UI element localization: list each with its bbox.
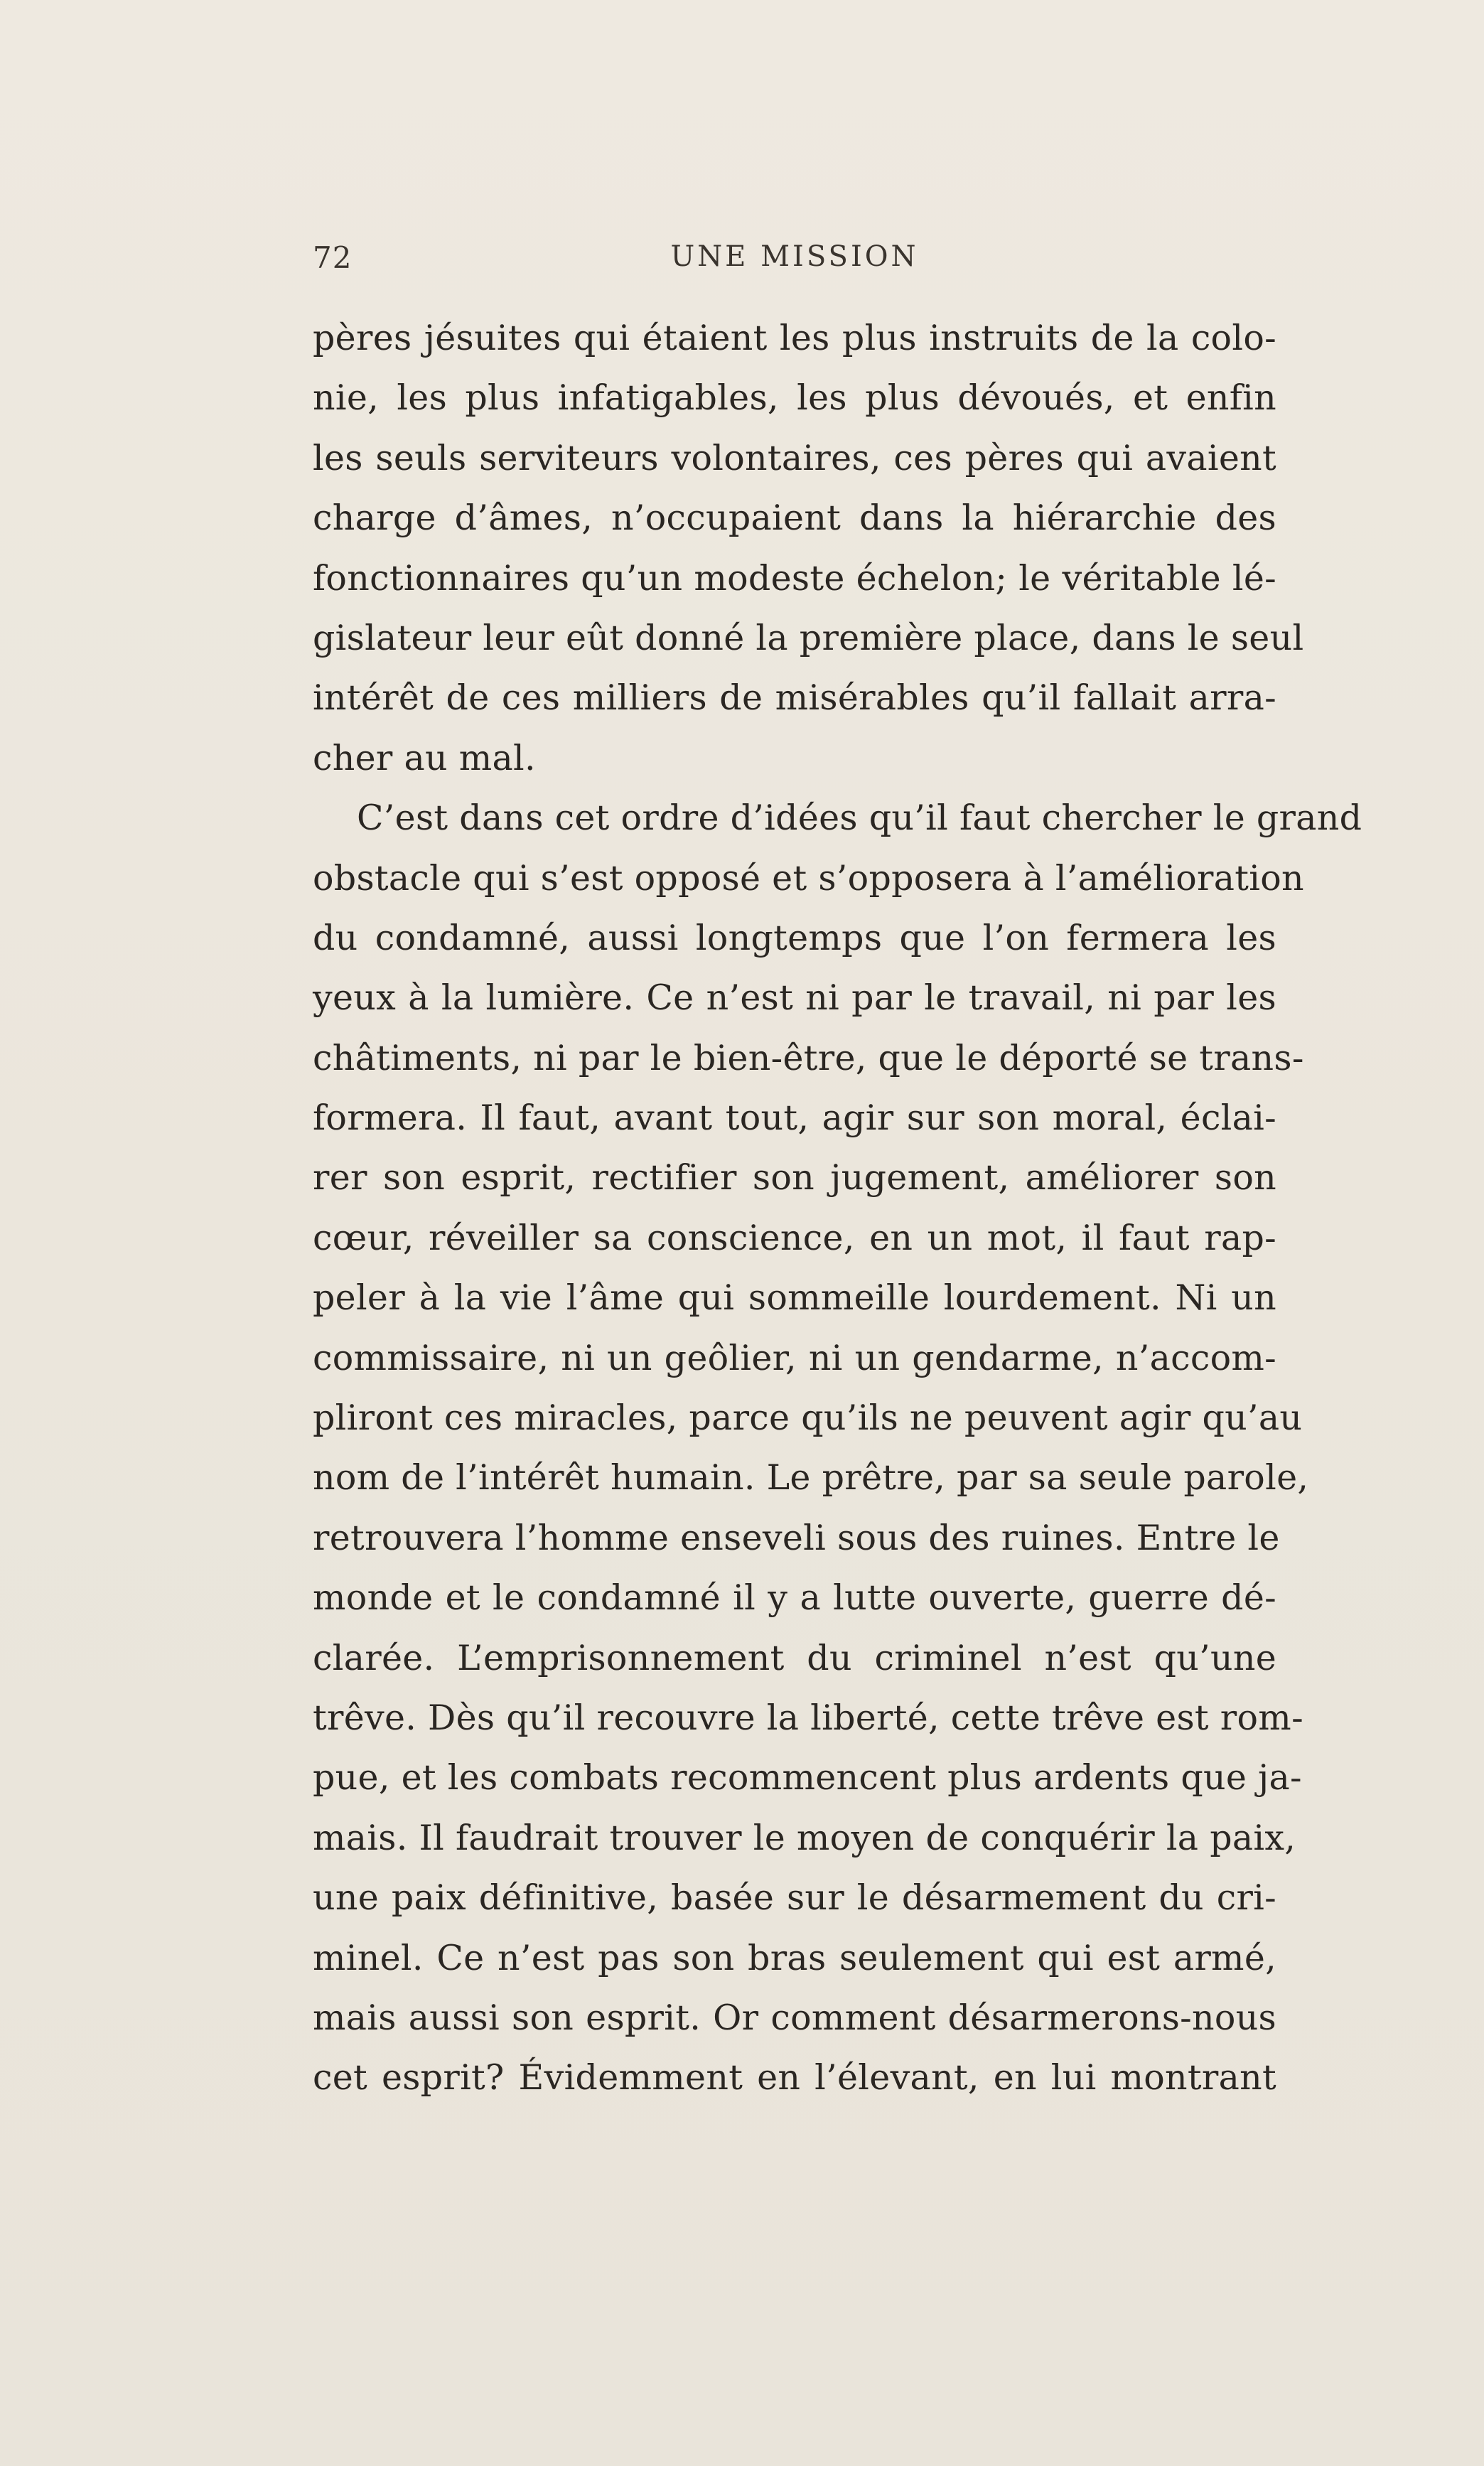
text-line: pue, et les combats recommencent plus ardents que ja- <box>313 1757 1302 1798</box>
text-line: minel. Ce n’est pas son bras seulement qui est armé, <box>313 1937 1276 1978</box>
text-line: cher au mal. <box>313 737 536 778</box>
text-line: formera. Il faut, avant tout, agir sur son moral, éclai- <box>313 1098 1276 1139</box>
text-line: gislateur leur eût donné la première place, dans le seul <box>313 617 1304 658</box>
text-line: cœur, réveiller sa conscience, en un mot, il faut rap- <box>313 1217 1276 1258</box>
text-line: intérêt de ces milliers de misérables qu’il fallait arra- <box>313 677 1276 719</box>
text-line: fonctionnaires qu’un modeste échelon; le véritable lé- <box>313 557 1276 599</box>
text-line: du condamné, aussi longtemps que l’on fermera les <box>313 917 1276 958</box>
text-line: nie, les plus infatigables, les plus dévoués, et enfin <box>313 377 1276 419</box>
page-number: 72 <box>313 240 353 275</box>
text-line: mais. Il faudrait trouver le moyen de conquérir la paix, <box>313 1817 1296 1858</box>
text-line: nom de l’intérêt humain. Le prêtre, par sa seule parole, <box>313 1457 1309 1499</box>
text-line: charge d’âmes, n’occupaient dans la hiérarchie des <box>313 498 1276 539</box>
text-line: monde et le condamné il y a lutte ouverte, guerre dé- <box>313 1577 1276 1619</box>
running-head: UNE MISSION <box>670 240 919 273</box>
text-line: pères jésuites qui étaient les plus instruits de la colo- <box>313 318 1276 358</box>
text-line: clarée. L’emprisonnement du criminel n’est qu’une <box>313 1637 1276 1678</box>
page-header <box>313 240 1276 290</box>
text-line: peler à la vie l’âme qui sommeille lourdement. Ni un <box>313 1277 1276 1319</box>
text-line: trêve. Dès qu’il recouvre la liberté, cette trêve est rom- <box>313 1697 1303 1738</box>
text-line: rer son esprit, rectifier son jugement, améliorer son <box>313 1157 1276 1199</box>
text-line: obstacle qui s’est opposé et s’opposera à l’amélioration <box>313 857 1304 899</box>
paragraph-start-line: C’est dans cet ordre d’idées qu’il faut chercher le grand <box>357 798 1362 839</box>
text-line: retrouvera l’homme enseveli sous des ruines. Entre le <box>313 1517 1280 1558</box>
text-line: mais aussi son esprit. Or comment désarmerons-nous <box>313 1997 1276 2038</box>
body-text <box>313 309 1362 2108</box>
text-line: pliront ces miracles, parce qu’ils ne peuvent agir qu’au <box>313 1398 1303 1439</box>
text-line: une paix définitive, basée sur le désarmement du cri- <box>313 1877 1276 1919</box>
text-line: châtiments, ni par le bien-être, que le déporté se trans- <box>313 1037 1304 1078</box>
text-line: les seuls serviteurs volontaires, ces pères qui avaient <box>313 437 1276 478</box>
text-line: commissaire, ni un geôlier, ni un gendarme, n’accom- <box>313 1337 1276 1378</box>
text-line: cet esprit? Évidemment en l’élevant, en lui montrant <box>313 2057 1276 2098</box>
text-line: yeux à la lumière. Ce n’est ni par le travail, ni par les <box>313 977 1276 1019</box>
